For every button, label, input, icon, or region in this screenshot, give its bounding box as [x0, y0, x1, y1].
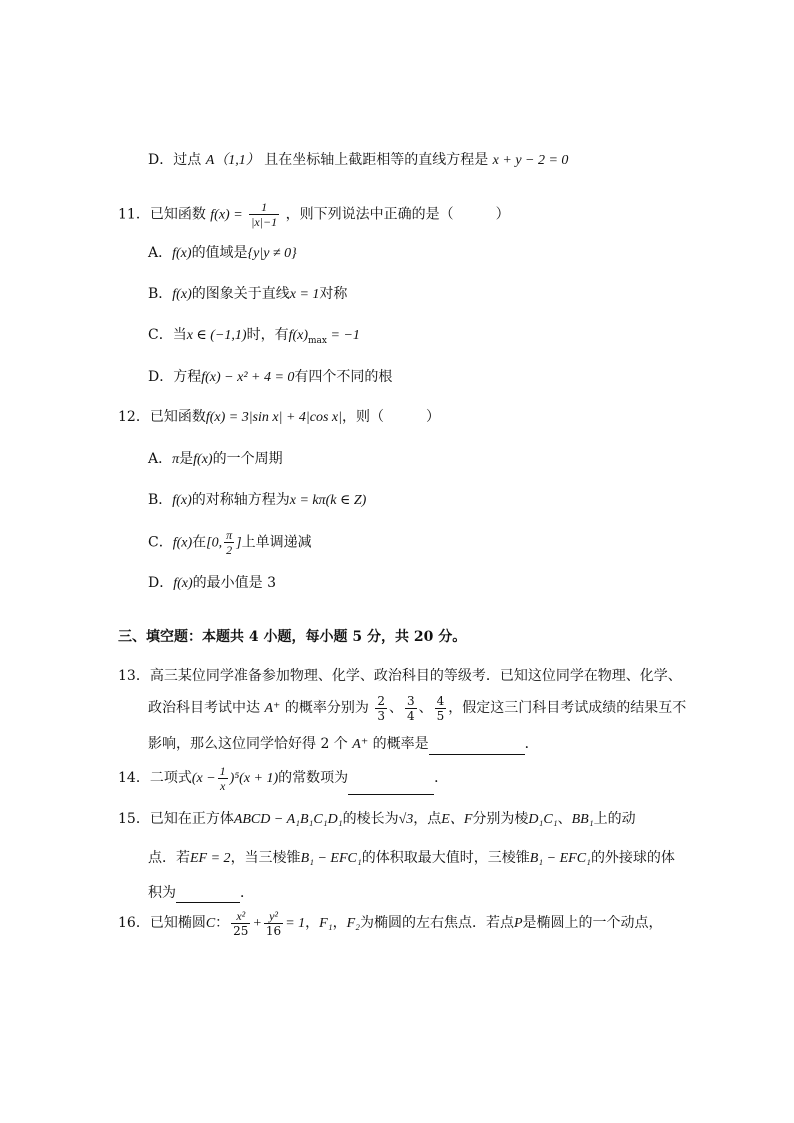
- math: C: [205, 916, 216, 931]
- math: = 1: [285, 916, 306, 931]
- math: f(x): [288, 328, 309, 343]
- numerator: 1: [249, 200, 279, 215]
- text: 的外接球的体: [590, 850, 675, 866]
- text: 政治科目考试中达: [148, 700, 260, 716]
- math: EF = 2: [190, 851, 231, 866]
- text: ，: [305, 915, 320, 931]
- math: x ∈ (−1,1): [186, 328, 247, 343]
- option-text: 有四个不同的根: [294, 369, 393, 385]
- answer-blank[interactable]: [429, 740, 525, 755]
- numerator: y²: [264, 909, 283, 924]
- option-text: 在: [192, 534, 207, 551]
- separator: 、: [388, 700, 403, 716]
- math: f(x): [173, 576, 193, 591]
- text: ．: [434, 770, 449, 786]
- separator: 、: [557, 811, 572, 827]
- fraction: [375, 694, 387, 723]
- numerator: x²: [231, 909, 250, 924]
- q15-line2: [148, 848, 675, 869]
- math: f(x): [172, 287, 192, 302]
- q11-stem: [118, 200, 510, 230]
- fraction: [224, 528, 234, 557]
- fraction: [231, 909, 250, 938]
- answer-blank[interactable]: [176, 888, 240, 903]
- question-tail: ，则下列说法中正确的是（ ）: [285, 206, 510, 223]
- math: {y|y ≠ 0}: [247, 246, 297, 261]
- q14: [118, 762, 448, 795]
- fraction: [218, 764, 228, 793]
- denominator: 3: [377, 708, 385, 723]
- math: B₁ − EFC₁: [529, 851, 591, 866]
- text: 分别为棱: [472, 811, 529, 827]
- option-label: C．当: [148, 327, 187, 343]
- text: 的体积取最大值时，三棱锥: [361, 850, 530, 866]
- q12-option-c: [148, 528, 312, 558]
- numerator: 2: [377, 693, 385, 708]
- numerator: 1: [219, 763, 226, 778]
- denominator: 25: [233, 923, 249, 938]
- math: x = 1: [289, 287, 320, 302]
- math: [0,: [206, 535, 223, 551]
- option-label: A．: [148, 245, 173, 261]
- section-title: 三、填空题：本题共 4 小题，每小题 5 分，共 20 分。: [118, 629, 467, 645]
- denominator: x: [219, 778, 226, 793]
- q15-line1: [118, 809, 636, 830]
- q11-option-a: [148, 243, 297, 264]
- math: )⁵(x + 1): [229, 771, 279, 786]
- option-label: C．: [148, 534, 173, 551]
- option-label: A．: [148, 451, 173, 467]
- q13-line2: [148, 692, 686, 725]
- option-label: D．: [148, 575, 174, 591]
- q13-line1: 13．高三某位同学准备参加物理、化学、政治科目的等级考．已知这位同学在物理、化学、: [118, 668, 682, 684]
- math: F₁: [319, 916, 333, 931]
- option-text: 上单调递减: [241, 534, 312, 551]
- text: 积为: [148, 885, 176, 901]
- option-text: 的图象关于直线: [191, 286, 290, 302]
- question-number: 14．二项式: [118, 770, 192, 786]
- q10-option-d: [148, 150, 568, 171]
- text: ：: [215, 915, 230, 931]
- text: 的棱长为: [342, 811, 399, 827]
- option-label: B．: [148, 492, 173, 508]
- q13-line3: [148, 734, 539, 755]
- math: D₁C₁: [528, 812, 558, 827]
- text: 是椭圆上的一个动点，: [522, 915, 663, 931]
- option-text: 的最小值是 3: [192, 575, 277, 591]
- fraction: [264, 909, 283, 938]
- denominator: 5: [436, 708, 445, 723]
- math-function: f(x) = 3|sin x| + 4|cos x|: [205, 410, 342, 425]
- text: 点．若: [148, 850, 190, 866]
- option-text: 的一个周期: [212, 451, 283, 467]
- math: f(x): [193, 452, 213, 467]
- text: 为椭圆的左右焦点．若点: [359, 915, 514, 931]
- option-text: 且在坐标轴上截距相等的直线方程是: [264, 152, 489, 168]
- question-number: 16．已知椭圆: [118, 915, 206, 931]
- math: f(x) − x² + 4 = 0: [201, 370, 295, 385]
- text: 上的动: [593, 811, 636, 827]
- math: (x −: [191, 771, 216, 786]
- math: BB₁: [571, 812, 594, 827]
- math: f(x): [172, 246, 192, 261]
- denominator: 4: [406, 708, 415, 723]
- question-number: 12．已知函数: [118, 409, 206, 425]
- math: = −1: [327, 328, 360, 343]
- denominator: 16: [265, 923, 282, 938]
- question-number: 11．已知函数: [118, 206, 206, 223]
- question-tail: ，则（ ）: [341, 409, 440, 425]
- math: A⁺: [264, 701, 281, 716]
- math: f(x): [172, 493, 192, 508]
- text: ，点: [413, 811, 442, 827]
- text: ，假定这三门科目考试成绩的结果互不: [448, 700, 687, 716]
- q16: [118, 907, 663, 940]
- math: ]: [236, 535, 242, 551]
- q11-option-c: [148, 325, 360, 351]
- option-label: D．方程: [148, 369, 202, 385]
- denominator: 2: [226, 543, 233, 557]
- math: π: [172, 452, 180, 467]
- fraction: [435, 694, 447, 723]
- fraction: [249, 200, 279, 229]
- text: 的常数项为: [278, 770, 349, 786]
- option-text: 是: [179, 451, 194, 467]
- option-text: 的值域是: [191, 245, 248, 261]
- text: 的概率是: [372, 736, 429, 752]
- math: A⁺: [352, 737, 369, 752]
- math: f(x): [172, 535, 193, 551]
- math: √3: [398, 812, 414, 827]
- fraction: [405, 694, 417, 723]
- math: F₂: [346, 916, 360, 931]
- text: 影响，那么这位同学恰好得 2 个: [148, 736, 348, 752]
- text: ．: [524, 736, 539, 752]
- math: E、F: [441, 812, 473, 827]
- option-label: B．: [148, 286, 173, 302]
- math: P: [513, 916, 523, 931]
- answer-blank[interactable]: [348, 780, 434, 795]
- option-text: 对称: [319, 286, 348, 302]
- math: B₁ − EFC₁: [300, 851, 362, 866]
- numerator: π: [226, 528, 233, 542]
- text: ．: [240, 885, 254, 901]
- option-label: D．过点: [148, 152, 202, 168]
- text: 15．已知在正方体: [118, 811, 234, 827]
- q12-option-a: [148, 449, 283, 470]
- q15-line3: [148, 883, 254, 903]
- option-text: 的对称轴方程为: [191, 492, 290, 508]
- q12-option-d: [148, 573, 276, 594]
- text: ，: [332, 915, 347, 931]
- math: +: [252, 916, 262, 931]
- text: ，当三棱锥: [230, 850, 301, 866]
- q11-option-b: [148, 284, 347, 305]
- option-text: 时，有: [246, 327, 289, 343]
- numerator: 4: [436, 693, 445, 708]
- math: ABCD − A₁B₁C₁D₁: [233, 812, 343, 827]
- math-point: A（1,1）: [205, 153, 260, 168]
- separator: 、: [418, 700, 433, 716]
- denominator: |x|−1: [251, 215, 278, 229]
- q12-stem: [118, 407, 440, 428]
- math-subscript: max: [308, 335, 327, 346]
- math-equation: x + y − 2 = 0: [492, 153, 569, 168]
- q12-option-b: [148, 490, 366, 511]
- numerator: 3: [406, 693, 415, 708]
- math-function: f(x) =: [210, 207, 243, 223]
- q11-option-d: [148, 367, 392, 388]
- text: 的概率分别为: [284, 700, 369, 716]
- math: x = kπ(k ∈ Z): [289, 493, 367, 508]
